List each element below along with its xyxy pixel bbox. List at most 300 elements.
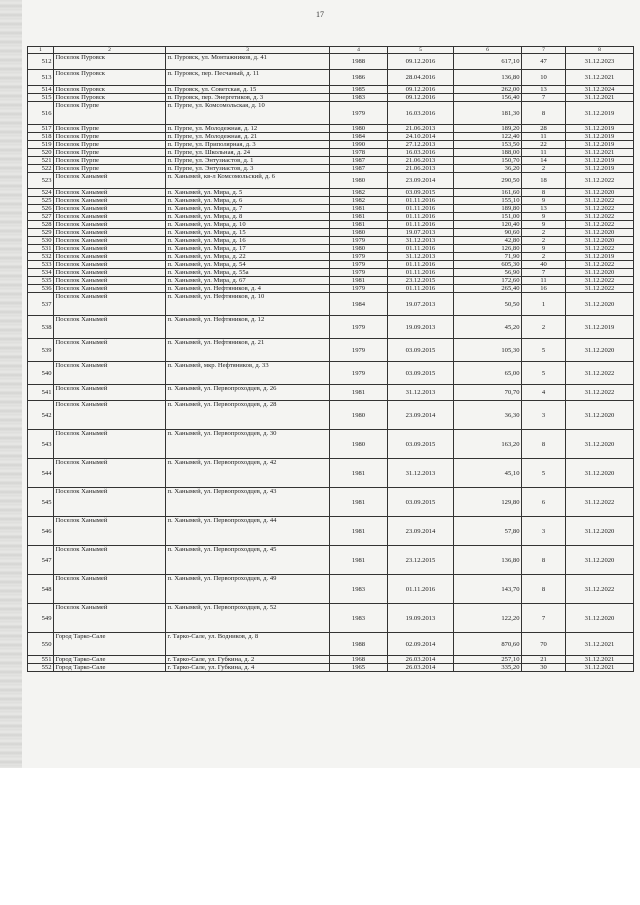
living-area: 155,10	[454, 197, 522, 205]
construction-year: 1988	[330, 633, 388, 656]
table-row	[28, 125, 634, 133]
residents-count: 8	[522, 575, 566, 604]
row-number: 517	[28, 125, 54, 133]
column-number: 5	[388, 47, 454, 54]
settlement-name: Поселок Ханымей	[54, 401, 166, 430]
living-area: 57,80	[454, 517, 522, 546]
residents-count: 2	[522, 229, 566, 237]
settlement-name: Поселок Ханымей	[54, 385, 166, 401]
settlement-name: Поселок Пурпе	[54, 102, 166, 125]
recognition-date: 23.09.2014	[388, 517, 454, 546]
row-number: 552	[28, 664, 54, 672]
settlement-name: Поселок Пуровск	[54, 86, 166, 94]
column-number: 3	[166, 47, 330, 54]
resettlement-deadline: 31.12.2022	[566, 277, 634, 285]
resettlement-deadline: 31.12.2021	[566, 70, 634, 86]
living-area: 617,10	[454, 54, 522, 70]
building-address: г. Тарко-Сале, ул. Губкина, д. 4	[166, 664, 330, 672]
living-area: 90,60	[454, 229, 522, 237]
residents-count: 47	[522, 54, 566, 70]
construction-year: 1981	[330, 221, 388, 229]
settlement-name: Город Тарко-Сале	[54, 656, 166, 664]
table-row	[28, 149, 634, 157]
table-row	[28, 173, 634, 189]
residents-count: 9	[522, 221, 566, 229]
building-address: п. Пуровск, пер. Энергетиков, д. 3	[166, 94, 330, 102]
construction-year: 1986	[330, 70, 388, 86]
living-area: 151,00	[454, 213, 522, 221]
living-area: 188,00	[454, 149, 522, 157]
residents-count: 11	[522, 133, 566, 141]
row-number: 528	[28, 221, 54, 229]
building-address: п. Ханымей, ул. Мира, д. 15	[166, 229, 330, 237]
recognition-date: 01.11.2016	[388, 269, 454, 277]
construction-year: 1982	[330, 189, 388, 197]
row-number: 524	[28, 189, 54, 197]
building-address: п. Ханымей, ул. Мира, д. 67	[166, 277, 330, 285]
building-address: п. Ханымей, ул. Нефтяников, д. 10	[166, 293, 330, 316]
row-number: 535	[28, 277, 54, 285]
construction-year: 1987	[330, 165, 388, 173]
row-number: 515	[28, 94, 54, 102]
building-address: п. Ханымей, ул. Мира, д. 54	[166, 261, 330, 269]
building-address: п. Ханымей, ул. Мира, д. 10	[166, 221, 330, 229]
residents-count: 28	[522, 125, 566, 133]
residents-count: 9	[522, 245, 566, 253]
row-number: 543	[28, 430, 54, 459]
living-area: 126,80	[454, 245, 522, 253]
resettlement-deadline: 31.12.2023	[566, 54, 634, 70]
building-address: п. Пуровск, ул. Монтажников, д. 41	[166, 54, 330, 70]
recognition-date: 26.03.2014	[388, 656, 454, 664]
table-row	[28, 133, 634, 141]
construction-year: 1981	[330, 488, 388, 517]
residents-count: 9	[522, 197, 566, 205]
resettlement-deadline: 31.12.2022	[566, 385, 634, 401]
recognition-date: 21.06.2013	[388, 165, 454, 173]
column-number: 2	[54, 47, 166, 54]
table-row	[28, 229, 634, 237]
settlement-name: Поселок Ханымей	[54, 293, 166, 316]
table-row	[28, 517, 634, 546]
row-number: 540	[28, 362, 54, 385]
building-address: п. Ханымей, ул. Мира, д. 16	[166, 237, 330, 245]
living-area: 150,70	[454, 157, 522, 165]
construction-year: 1979	[330, 339, 388, 362]
table-row	[28, 430, 634, 459]
recognition-date: 24.10.2014	[388, 133, 454, 141]
recognition-date: 01.11.2016	[388, 285, 454, 293]
row-number: 520	[28, 149, 54, 157]
building-address: г. Тарко-Сале, ул. Водников, д. 8	[166, 633, 330, 656]
construction-year: 1979	[330, 316, 388, 339]
recognition-date: 23.09.2014	[388, 173, 454, 189]
row-number: 533	[28, 261, 54, 269]
settlement-name: Поселок Ханымей	[54, 269, 166, 277]
recognition-date: 01.11.2016	[388, 221, 454, 229]
row-number: 531	[28, 245, 54, 253]
living-area: 36,30	[454, 401, 522, 430]
column-number: 7	[522, 47, 566, 54]
recognition-date: 03.09.2015	[388, 430, 454, 459]
construction-year: 1987	[330, 157, 388, 165]
building-address: п. Пуровск, ул. Советская, д. 15	[166, 86, 330, 94]
recognition-date: 19.09.2013	[388, 604, 454, 633]
building-address: п. Ханымей, ул. Первопроходцев, д. 44	[166, 517, 330, 546]
table-row	[28, 102, 634, 125]
living-area: 189,20	[454, 125, 522, 133]
resettlement-deadline: 31.12.2020	[566, 517, 634, 546]
resettlement-deadline: 31.12.2019	[566, 165, 634, 173]
residents-count: 2	[522, 165, 566, 173]
resettlement-deadline: 31.12.2022	[566, 285, 634, 293]
table-row	[28, 221, 634, 229]
settlement-name: Поселок Пурпе	[54, 133, 166, 141]
settlement-name: Поселок Ханымей	[54, 339, 166, 362]
construction-year: 1981	[330, 277, 388, 285]
residents-count: 2	[522, 253, 566, 261]
row-number: 532	[28, 253, 54, 261]
row-number: 521	[28, 157, 54, 165]
living-area: 265,40	[454, 285, 522, 293]
recognition-date: 21.06.2013	[388, 125, 454, 133]
recognition-date: 09.12.2016	[388, 94, 454, 102]
living-area: 335,20	[454, 664, 522, 672]
recognition-date: 21.06.2013	[388, 157, 454, 165]
settlement-name: Город Тарко-Сале	[54, 664, 166, 672]
living-area: 156,40	[454, 94, 522, 102]
settlement-name: Поселок Ханымей	[54, 237, 166, 245]
settlement-name: Поселок Пурпе	[54, 149, 166, 157]
settlement-name: Поселок Ханымей	[54, 277, 166, 285]
living-area: 257,10	[454, 656, 522, 664]
living-area: 161,60	[454, 189, 522, 197]
resettlement-deadline: 31.12.2022	[566, 245, 634, 253]
row-number: 518	[28, 133, 54, 141]
settlement-name: Поселок Ханымей	[54, 197, 166, 205]
living-area: 143,70	[454, 575, 522, 604]
living-area: 71,90	[454, 253, 522, 261]
construction-year: 1984	[330, 293, 388, 316]
residents-count: 8	[522, 430, 566, 459]
recognition-date: 19.07.2013	[388, 229, 454, 237]
settlement-name: Поселок Ханымей	[54, 189, 166, 197]
recognition-date: 16.03.2016	[388, 102, 454, 125]
resettlement-deadline: 31.12.2020	[566, 401, 634, 430]
residents-count: 21	[522, 656, 566, 664]
residents-count: 4	[522, 385, 566, 401]
living-area: 42,80	[454, 237, 522, 245]
building-address: п. Ханымей, ул. Мира, д. 55а	[166, 269, 330, 277]
table-row	[28, 285, 634, 293]
building-address: п. Пурпе, ул. Энтузиастов, д. 1	[166, 157, 330, 165]
construction-year: 1983	[330, 604, 388, 633]
table-row	[28, 277, 634, 285]
row-number: 549	[28, 604, 54, 633]
settlement-name: Поселок Пуровск	[54, 94, 166, 102]
construction-year: 1982	[330, 197, 388, 205]
table-row	[28, 656, 634, 664]
table-row	[28, 86, 634, 94]
row-number: 526	[28, 205, 54, 213]
construction-year: 1965	[330, 664, 388, 672]
residents-count: 30	[522, 664, 566, 672]
settlement-name: Поселок Пуровск	[54, 54, 166, 70]
living-area: 36,20	[454, 165, 522, 173]
residents-count: 5	[522, 339, 566, 362]
living-area: 70,70	[454, 385, 522, 401]
living-area: 153,50	[454, 141, 522, 149]
settlement-name: Поселок Ханымей	[54, 285, 166, 293]
living-area: 122,40	[454, 133, 522, 141]
resettlement-deadline: 31.12.2020	[566, 293, 634, 316]
recognition-date: 09.12.2016	[388, 54, 454, 70]
resettlement-deadline: 31.12.2019	[566, 157, 634, 165]
table-row	[28, 459, 634, 488]
row-number: 537	[28, 293, 54, 316]
table-row	[28, 633, 634, 656]
living-area: 129,80	[454, 488, 522, 517]
construction-year: 1979	[330, 285, 388, 293]
recognition-date: 03.09.2015	[388, 362, 454, 385]
settlement-name: Поселок Ханымей	[54, 604, 166, 633]
residents-count: 13	[522, 86, 566, 94]
construction-year: 1990	[330, 141, 388, 149]
scan-edge-shadow	[0, 0, 22, 768]
construction-year: 1981	[330, 517, 388, 546]
building-address: п. Ханымей, ул. Первопроходцев, д. 52	[166, 604, 330, 633]
recognition-date: 16.03.2016	[388, 149, 454, 157]
recognition-date: 01.11.2016	[388, 245, 454, 253]
residents-count: 5	[522, 362, 566, 385]
settlement-name: Поселок Ханымей	[54, 362, 166, 385]
table-row	[28, 261, 634, 269]
settlement-name: Поселок Пурпе	[54, 125, 166, 133]
page-number: 17	[316, 10, 324, 19]
row-number: 522	[28, 165, 54, 173]
column-number: 4	[330, 47, 388, 54]
building-address: п. Ханымей, ул. Мира, д. 22	[166, 253, 330, 261]
construction-year: 1988	[330, 54, 388, 70]
recognition-date: 31.12.2013	[388, 237, 454, 245]
row-number: 530	[28, 237, 54, 245]
row-number: 512	[28, 54, 54, 70]
row-number: 550	[28, 633, 54, 656]
building-address: п. Ханымей, ул. Нефтяников, д. 21	[166, 339, 330, 362]
living-area: 189,80	[454, 205, 522, 213]
living-area: 136,80	[454, 70, 522, 86]
construction-year: 1980	[330, 173, 388, 189]
resettlement-deadline: 31.12.2019	[566, 133, 634, 141]
resettlement-deadline: 31.12.2019	[566, 125, 634, 133]
building-address: г. Тарко-Сале, ул. Губкина, д. 2	[166, 656, 330, 664]
table-row	[28, 575, 634, 604]
living-area: 870,60	[454, 633, 522, 656]
resettlement-deadline: 31.12.2022	[566, 197, 634, 205]
settlement-name: Поселок Ханымей	[54, 459, 166, 488]
residents-count: 70	[522, 633, 566, 656]
table-row	[28, 197, 634, 205]
settlement-name: Поселок Пурпе	[54, 165, 166, 173]
living-area: 56,90	[454, 269, 522, 277]
building-address: п. Ханымей, ул. Первопроходцев, д. 28	[166, 401, 330, 430]
table-row	[28, 165, 634, 173]
construction-year: 1983	[330, 575, 388, 604]
construction-year: 1968	[330, 656, 388, 664]
table-row	[28, 664, 634, 672]
residents-count: 18	[522, 173, 566, 189]
residents-count: 3	[522, 517, 566, 546]
row-number: 525	[28, 197, 54, 205]
building-address: п. Ханымей, ул. Нефтяников, д. 4	[166, 285, 330, 293]
residents-count: 9	[522, 213, 566, 221]
resettlement-deadline: 31.12.2022	[566, 488, 634, 517]
table-row	[28, 141, 634, 149]
table-row	[28, 401, 634, 430]
residents-count: 11	[522, 149, 566, 157]
resettlement-deadline: 31.12.2020	[566, 269, 634, 277]
column-number: 6	[454, 47, 522, 54]
building-address: п. Ханымей, ул. Нефтяников, д. 12	[166, 316, 330, 339]
construction-year: 1978	[330, 149, 388, 157]
residents-count: 7	[522, 604, 566, 633]
resettlement-deadline: 31.12.2020	[566, 459, 634, 488]
settlement-name: Поселок Ханымей	[54, 546, 166, 575]
building-address: п. Ханымей, ул. Мира, д. 17	[166, 245, 330, 253]
residents-count: 8	[522, 189, 566, 197]
building-address: п. Ханымей, ул. Первопроходцев, д. 30	[166, 430, 330, 459]
building-address: п. Ханымей, ул. Мира, д. 6	[166, 197, 330, 205]
resettlement-deadline: 31.12.2022	[566, 173, 634, 189]
table-row	[28, 316, 634, 339]
residents-count: 8	[522, 102, 566, 125]
settlement-name: Поселок Ханымей	[54, 213, 166, 221]
recognition-date: 31.12.2013	[388, 253, 454, 261]
living-area: 605,30	[454, 261, 522, 269]
resettlement-deadline: 31.12.2022	[566, 575, 634, 604]
settlement-name: Поселок Ханымей	[54, 253, 166, 261]
living-area: 181,30	[454, 102, 522, 125]
recognition-date: 01.11.2016	[388, 213, 454, 221]
row-number: 544	[28, 459, 54, 488]
table-row	[28, 362, 634, 385]
table-row	[28, 94, 634, 102]
construction-year: 1979	[330, 102, 388, 125]
residents-count: 13	[522, 205, 566, 213]
building-address: п. Пурпе, ул. Энтузиастов, д. 3	[166, 165, 330, 173]
recognition-date: 19.09.2013	[388, 316, 454, 339]
table-row	[28, 157, 634, 165]
construction-year: 1981	[330, 205, 388, 213]
resettlement-deadline: 31.12.2020	[566, 604, 634, 633]
construction-year: 1981	[330, 213, 388, 221]
row-number: 545	[28, 488, 54, 517]
construction-year: 1981	[330, 546, 388, 575]
row-number: 542	[28, 401, 54, 430]
construction-year: 1980	[330, 229, 388, 237]
table-row	[28, 604, 634, 633]
building-address: п. Пурпе, ул. Молодежная, д. 12	[166, 125, 330, 133]
table-row	[28, 488, 634, 517]
table-row	[28, 205, 634, 213]
recognition-date: 28.04.2016	[388, 70, 454, 86]
building-address: п. Ханымей, мкр. Нефтяников, д. 33	[166, 362, 330, 385]
residents-count: 8	[522, 546, 566, 575]
living-area: 122,20	[454, 604, 522, 633]
resettlement-deadline: 31.12.2022	[566, 362, 634, 385]
column-number-header-row	[28, 47, 634, 54]
construction-year: 1984	[330, 133, 388, 141]
construction-year: 1985	[330, 86, 388, 94]
row-number: 536	[28, 285, 54, 293]
table-row	[28, 339, 634, 362]
building-address: п. Пурпе, ул. Школьная, д. 24	[166, 149, 330, 157]
living-area: 105,30	[454, 339, 522, 362]
table-row	[28, 385, 634, 401]
building-address: п. Ханымей, кв-л Комсомольский, д. 6	[166, 173, 330, 189]
construction-year: 1979	[330, 253, 388, 261]
construction-year: 1979	[330, 261, 388, 269]
building-address: п. Пурпе, ул. Комсомольская, д. 10	[166, 102, 330, 125]
residents-count: 7	[522, 94, 566, 102]
living-area: 136,80	[454, 546, 522, 575]
row-number: 514	[28, 86, 54, 94]
residents-count: 2	[522, 316, 566, 339]
building-address: п. Ханымей, ул. Мира, д. 7	[166, 205, 330, 213]
settlement-name: Поселок Ханымей	[54, 316, 166, 339]
resettlement-deadline: 31.12.2021	[566, 656, 634, 664]
recognition-date: 03.09.2015	[388, 189, 454, 197]
row-number: 538	[28, 316, 54, 339]
building-address: п. Ханымей, ул. Первопроходцев, д. 45	[166, 546, 330, 575]
resettlement-deadline: 31.12.2022	[566, 205, 634, 213]
resettlement-deadline: 31.12.2020	[566, 229, 634, 237]
recognition-date: 03.09.2015	[388, 339, 454, 362]
settlement-name: Город Тарко-Сале	[54, 633, 166, 656]
settlement-name: Поселок Ханымей	[54, 488, 166, 517]
resettlement-deadline: 31.12.2022	[566, 213, 634, 221]
recognition-date: 03.09.2015	[388, 488, 454, 517]
residents-count: 10	[522, 70, 566, 86]
settlement-name: Поселок Ханымей	[54, 221, 166, 229]
resettlement-deadline: 31.12.2019	[566, 316, 634, 339]
building-address: п. Ханымей, ул. Первопроходцев, д. 49	[166, 575, 330, 604]
building-address: п. Ханымей, ул. Первопроходцев, д. 42	[166, 459, 330, 488]
resettlement-deadline: 31.12.2021	[566, 664, 634, 672]
row-number: 547	[28, 546, 54, 575]
recognition-date: 01.11.2016	[388, 205, 454, 213]
recognition-date: 23.12.2015	[388, 546, 454, 575]
resettlement-deadline: 31.12.2024	[566, 86, 634, 94]
living-area: 120,40	[454, 221, 522, 229]
construction-year: 1979	[330, 269, 388, 277]
construction-year: 1981	[330, 385, 388, 401]
building-address: п. Пурпе, ул. Приполярная, д. 3	[166, 141, 330, 149]
settlement-name: Поселок Ханымей	[54, 517, 166, 546]
living-area: 45,20	[454, 316, 522, 339]
construction-year: 1980	[330, 430, 388, 459]
resettlement-deadline: 31.12.2021	[566, 633, 634, 656]
construction-year: 1980	[330, 125, 388, 133]
row-number: 513	[28, 70, 54, 86]
settlement-name: Поселок Ханымей	[54, 205, 166, 213]
table-row	[28, 293, 634, 316]
table-row	[28, 70, 634, 86]
settlement-name: Поселок Ханымей	[54, 245, 166, 253]
construction-year: 1979	[330, 362, 388, 385]
settlement-name: Поселок Ханымей	[54, 229, 166, 237]
living-area: 163,20	[454, 430, 522, 459]
